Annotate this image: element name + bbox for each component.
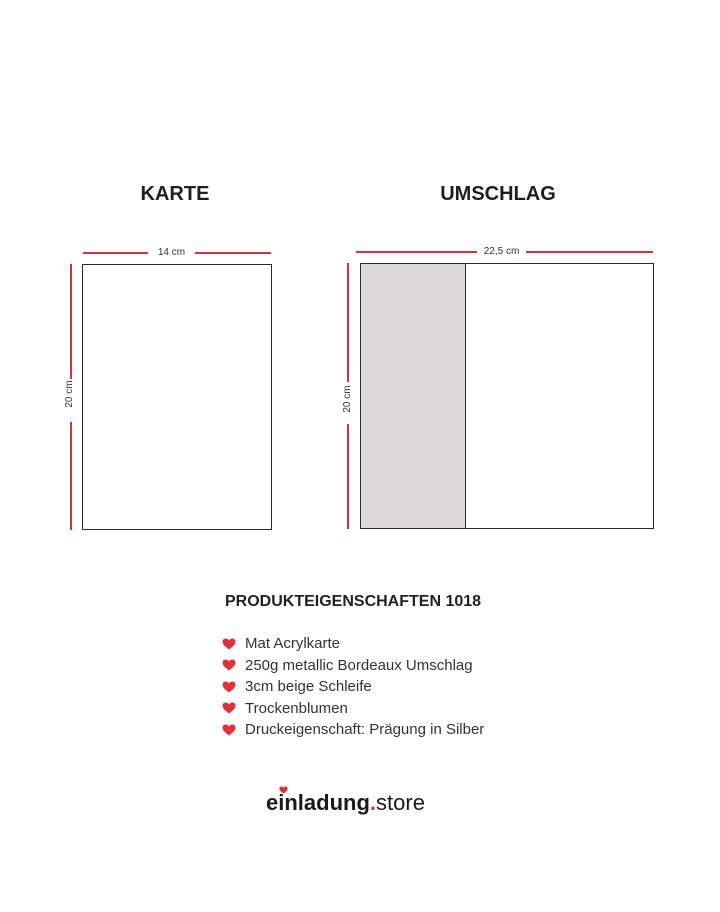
card-title: KARTE — [140, 183, 210, 205]
properties-title: PRODUKTEIGENSCHAFTEN 1018 — [225, 593, 482, 610]
card-outline — [82, 264, 272, 530]
card-height-label: 20 cm — [64, 380, 75, 408]
brand-dot: . — [369, 790, 377, 815]
brand-part1: einladung — [266, 790, 370, 815]
list-item — [222, 633, 484, 655]
properties-list — [222, 633, 484, 741]
envelope-width-label: 22,5 cm — [483, 246, 520, 257]
list-item — [222, 698, 484, 720]
envelope-height-line-top — [347, 263, 349, 382]
envelope-height-line-bottom — [347, 424, 349, 529]
heart-icon — [222, 638, 236, 650]
list-item-label: 3cm beige Schleife — [245, 678, 372, 696]
envelope-title: UMSCHLAG — [440, 183, 556, 205]
list-item — [222, 676, 484, 698]
heart-icon — [222, 724, 236, 736]
envelope-flap — [361, 264, 466, 528]
card-width-line-right — [195, 252, 271, 254]
envelope-height-label: 20 cm — [342, 385, 353, 413]
list-item-label: Mat Acrylkarte — [245, 635, 341, 653]
list-item — [222, 655, 484, 677]
list-item-label: 250g metallic Bordeaux Umschlag — [245, 656, 473, 674]
list-item-label: Trockenblumen — [245, 699, 348, 717]
list-item-label: Druckeigenschaft: Prägung in Silber — [245, 721, 485, 739]
heart-icon — [222, 702, 236, 714]
envelope-width-line-left — [356, 251, 477, 253]
list-item — [222, 719, 484, 741]
brand-part2: store — [376, 790, 425, 815]
envelope-width-line-right — [526, 251, 653, 253]
card-width-line-left — [83, 252, 148, 254]
heart-icon — [222, 659, 236, 671]
heart-icon — [222, 681, 236, 693]
card-width-label: 14 cm — [157, 247, 186, 258]
brand-wordmark — [266, 790, 425, 816]
card-height-line-top — [70, 264, 72, 379]
envelope-outline — [360, 263, 654, 529]
brand-logo[interactable] — [266, 782, 466, 822]
card-height-line-bottom — [70, 422, 72, 530]
